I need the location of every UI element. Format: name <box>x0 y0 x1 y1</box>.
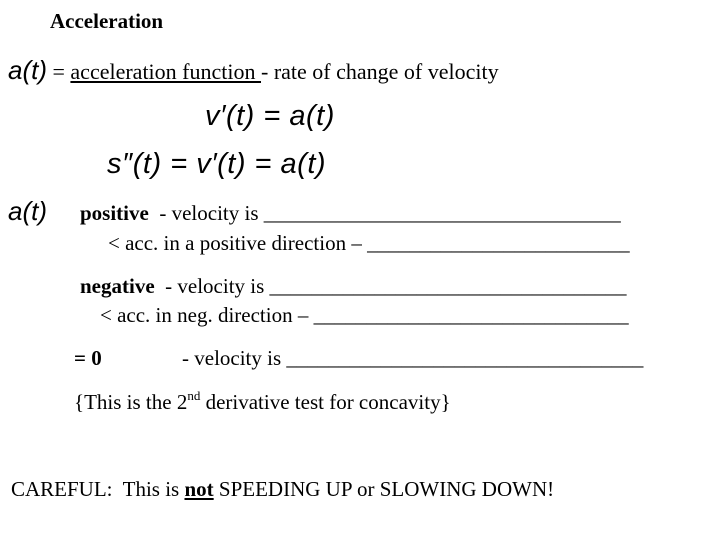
definition-line <box>8 55 499 86</box>
positive-label: positive <box>80 201 149 225</box>
zero-text: - velocity is __________________________________ <box>182 346 644 370</box>
definition-rest: - rate of change of velocity <box>261 59 499 84</box>
negative-subline: < acc. in neg. direction – ______________________________ <box>100 303 629 327</box>
positive-case <box>80 201 621 226</box>
note-before: {This is the 2 <box>74 390 188 414</box>
note-superscript: nd <box>187 388 201 403</box>
careful-emphasis: not <box>184 477 214 501</box>
page-title: Acceleration <box>50 9 164 33</box>
definition-term: acceleration function <box>70 59 261 84</box>
cases-symbol: a(t) <box>8 196 47 226</box>
positive-text: - velocity is __________________________________ <box>148 201 621 225</box>
zero-label: = 0 <box>74 346 102 370</box>
careful-before: CAREFUL: This is <box>11 477 185 501</box>
equation-second-derivative: s″(t) = v′(t) = a(t) <box>107 148 327 180</box>
note-after: derivative test for concavity} <box>200 390 451 414</box>
careful-warning <box>11 477 554 502</box>
negative-case <box>80 274 627 299</box>
careful-after: SPEEDING UP or SLOWING DOWN! <box>213 477 555 501</box>
concavity-note <box>74 390 451 415</box>
equation-velocity-derivative: v′(t) = a(t) <box>205 100 335 132</box>
acceleration-symbol: a(t) <box>8 55 47 85</box>
positive-subline: < acc. in a positive direction – _________________________ <box>108 231 630 255</box>
negative-label: negative <box>80 274 155 298</box>
negative-text: - velocity is __________________________________ <box>154 274 627 298</box>
equals-sign: = <box>47 59 71 84</box>
